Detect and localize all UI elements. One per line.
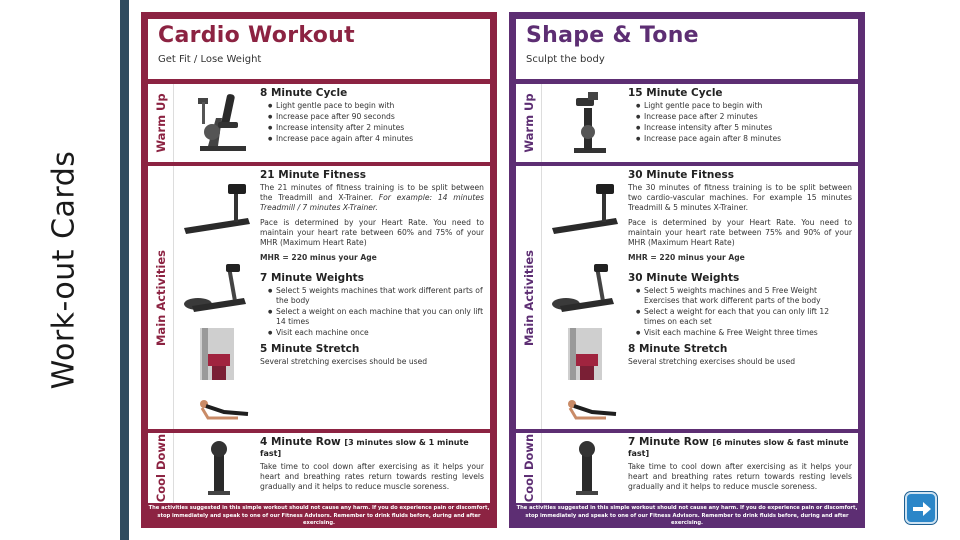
paragraph: Take time to cool down after exercising as it helps your heart and breathing rates return towards resting levels gradually and it helps to reduce muscle soreness. (628, 462, 852, 491)
rowing-machine-image (546, 433, 626, 503)
mhr-formula: MHR = 220 minus your Age (628, 253, 745, 262)
warm-up-label: Warm Up (154, 93, 168, 153)
list-item: ● Light gentle pace to begin with (636, 101, 852, 111)
section-label (148, 433, 174, 503)
activity-title: 8 Minute Cycle (260, 87, 348, 99)
list-item: ● Increase intensity after 2 minutes (268, 123, 484, 133)
activity-title: 15 Minute Cycle (628, 87, 723, 99)
main-activities-section (148, 166, 490, 429)
bullet-list (260, 286, 484, 338)
mhr-formula: MHR = 220 minus your Age (260, 253, 377, 262)
stretch-image (546, 388, 626, 428)
next-slide-button[interactable] (905, 492, 937, 524)
list-item: ● Select a weight on each machine that you can only lift 14 times (268, 307, 484, 327)
cool-down-note: [6 minutes slow & fast minute fast] (628, 438, 849, 458)
main-equipment-images (178, 166, 258, 429)
treadmill-image (546, 178, 626, 238)
section-label (516, 84, 542, 162)
stretch-text: Several stretching exercises should be used (628, 357, 796, 366)
arrow-right-icon (910, 497, 934, 521)
activity-title: 7 Minute Weights (260, 272, 364, 284)
activity-title: 21 Minute Fitness (260, 169, 366, 181)
list-item: ● Increase pace after 2 minutes (636, 112, 852, 122)
weights-machine-image (178, 324, 258, 388)
activity-title: 30 Minute Fitness (628, 169, 734, 181)
cool-down-title: 4 Minute Row (260, 436, 341, 448)
card-header (148, 19, 490, 79)
list-item: ● Select a weight for each that you can only lift 12 times on each set (636, 307, 852, 327)
card-title: Cardio Workout (158, 23, 355, 48)
paragraph: Take time to cool down after exercising as it helps your heart and breathing rates return towards resting levels gradually and it helps to reduce muscle soreness. (260, 462, 484, 491)
paragraph: Pace is determined by your Heart Rate. You need to maintain your heart rate between 75% and 90% of your MHR (Maximum Heart Rate) (628, 218, 852, 247)
warm-up-section (516, 84, 858, 162)
activity-title (628, 437, 852, 459)
shape-tone-card (509, 12, 865, 528)
activity-title: 30 Minute Weights (628, 272, 740, 284)
cool-down-title: 7 Minute Row (628, 436, 709, 448)
section-label (516, 166, 542, 429)
cool-down-note: [3 minutes slow & 1 minute fast] (260, 438, 469, 458)
card-header (516, 19, 858, 79)
paragraph: The 30 minutes of fitness training is to be split between two cardio-vascular machines. For example 15 minutes Treadmill & 5 minutes X-Trainer. (628, 183, 852, 212)
exercise-bike-image (546, 84, 626, 162)
list-item: ● Increase pace again after 4 minutes (268, 134, 484, 144)
rowing-machine-image (178, 433, 258, 503)
fitness-example: For example: 14 minutes Treadmill / 7 minutes X-Trainer. (260, 193, 485, 212)
list-item: ● Select 5 weights machines and 5 Free Weight Exercises that work different parts of the body (636, 286, 852, 306)
stretch-image (178, 388, 258, 428)
page-title-wrap (0, 0, 129, 540)
list-item: ● Select 5 weights machines that work different parts of the body (268, 286, 484, 306)
cool-down-text (628, 433, 852, 503)
card-subtitle: Get Fit / Lose Weight (158, 54, 262, 65)
bullet-list (628, 101, 852, 144)
treadmill-image (178, 178, 258, 238)
activity-title (260, 437, 484, 459)
warm-up-text (260, 84, 484, 162)
exercise-bike-image (178, 84, 258, 162)
warm-up-text (628, 84, 852, 162)
list-item: ● Visit each machine & Free Weight three times (636, 328, 852, 338)
disclaimer: The activities suggested in this simple workout should not cause any harm. If you do experience pain or discomfort, stop immediately and speak to one of our Fitness Advisors. Remember to drink fluids before, during and after exercising. (516, 505, 858, 526)
cross-trainer-image (546, 258, 626, 318)
warm-up-label: Warm Up (522, 93, 536, 153)
activity-title: 5 Minute Stretch (260, 343, 360, 355)
paragraph: Pace is determined by your Heart Rate. You need to maintain your heart rate between 60% and 75% of your MHR (Maximum Heart Rate) (260, 218, 484, 247)
list-item: ● Light gentle pace to begin with (268, 101, 484, 111)
main-activities-section (516, 166, 858, 429)
card-subtitle: Sculpt the body (526, 54, 605, 65)
main-activities-label: Main Activities (154, 249, 168, 346)
activity-title: 8 Minute Stretch (628, 343, 728, 355)
cool-down-section (148, 433, 490, 503)
section-label (148, 166, 174, 429)
stretch-text: Several stretching exercises should be used (260, 357, 428, 366)
cool-down-label: Cool Down (522, 433, 536, 503)
section-label (148, 84, 174, 162)
disclaimer: The activities suggested in this simple workout should not cause any harm. If you do experience pain or discomfort, stop immediately and speak to one of our Fitness Advisors. Remember to drink fluids before, during and after exercising. (148, 505, 490, 526)
weights-machine-image (546, 324, 626, 388)
main-activities-text (260, 166, 484, 429)
cool-down-label: Cool Down (154, 433, 168, 503)
cross-trainer-image (178, 258, 258, 318)
section-label (516, 433, 542, 503)
list-item: ● Visit each machine once (268, 328, 484, 338)
warm-up-section (148, 84, 490, 162)
list-item: ● Increase pace after 90 seconds (268, 112, 484, 122)
main-activities-text (628, 166, 852, 429)
cool-down-text (260, 433, 484, 503)
bullet-list (260, 101, 484, 144)
page-title: Work-out Cards (46, 150, 82, 390)
fitness-para: The 21 minutes of fitness training is to be split between the Treadmill and X-Trainer. (260, 183, 484, 202)
bullet-list (628, 286, 852, 338)
main-activities-label: Main Activities (522, 249, 536, 346)
cool-down-section (516, 433, 858, 503)
card-title: Shape & Tone (526, 23, 699, 48)
paragraph (260, 183, 484, 213)
list-item: ● Increase intensity after 5 minutes (636, 123, 852, 133)
main-equipment-images (546, 166, 626, 429)
list-item: ● Increase pace again after 8 minutes (636, 134, 852, 144)
cardio-card (141, 12, 497, 528)
